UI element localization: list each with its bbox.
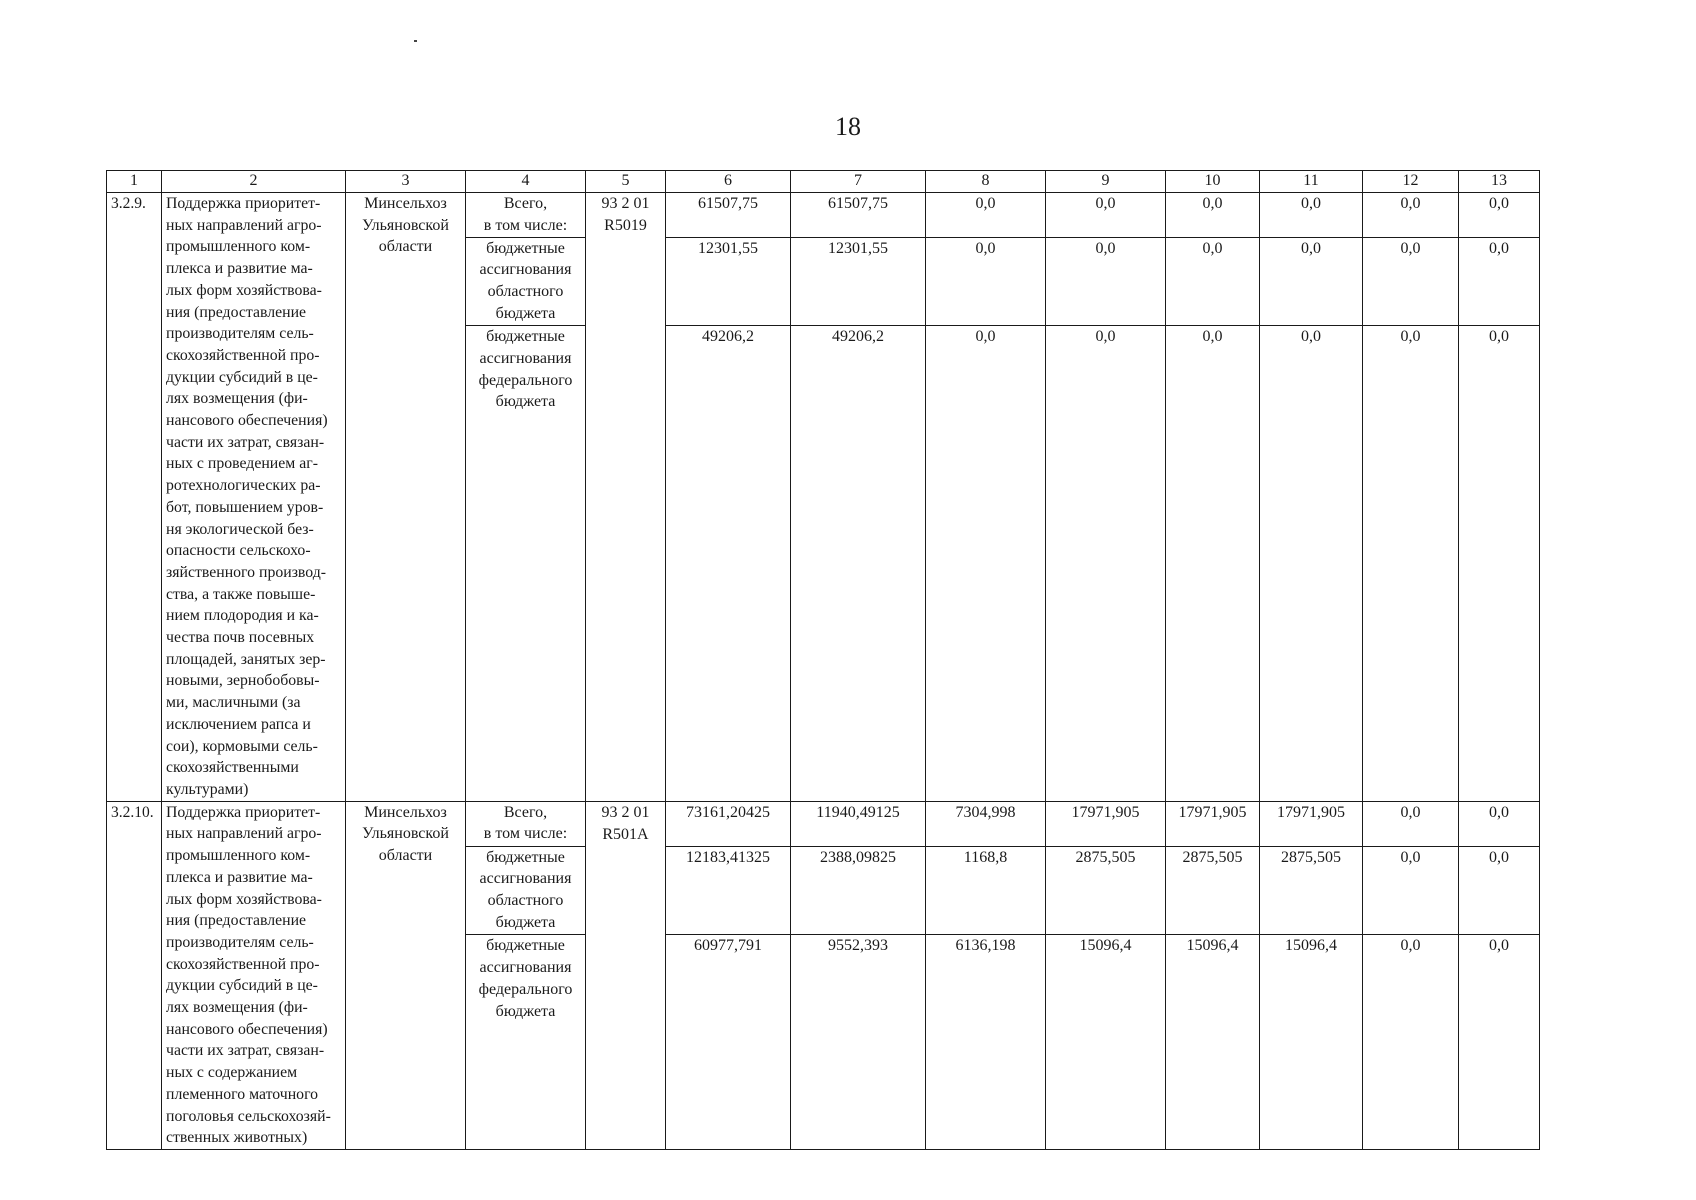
value-cell: 0,0 bbox=[1363, 325, 1459, 801]
value-cell: 9552,393 bbox=[791, 935, 926, 1150]
row-index: 3.2.9. bbox=[107, 193, 162, 802]
column-header: 7 bbox=[791, 171, 926, 193]
value-cell: 0,0 bbox=[1363, 801, 1459, 846]
table-row bbox=[107, 801, 1540, 846]
value-cell: 17971,905 bbox=[1166, 801, 1260, 846]
value-cell: 2388,09825 bbox=[791, 846, 926, 935]
value-cell: 17971,905 bbox=[1260, 801, 1363, 846]
value-cell: 0,0 bbox=[1046, 237, 1166, 325]
page-number: 18 bbox=[835, 112, 861, 141]
value-cell: 61507,75 bbox=[666, 193, 791, 238]
value-cell: 0,0 bbox=[1260, 325, 1363, 801]
value-cell: 2875,505 bbox=[1046, 846, 1166, 935]
value-cell: 6136,198 bbox=[926, 935, 1046, 1150]
column-header: 12 bbox=[1363, 171, 1459, 193]
value-cell: 0,0 bbox=[1459, 801, 1540, 846]
source-federal-label: бюджетные ассигнования федерального бюджета bbox=[466, 935, 586, 1150]
source-total-label: Всего, в том числе: bbox=[466, 193, 586, 238]
value-cell: 17971,905 bbox=[1046, 801, 1166, 846]
source-regional-label: бюджетные ассигнования областного бюджета bbox=[466, 846, 586, 935]
value-cell: 0,0 bbox=[1363, 935, 1459, 1150]
value-cell: 0,0 bbox=[1046, 193, 1166, 238]
column-header: 6 bbox=[666, 171, 791, 193]
source-regional-label: бюджетные ассигнования областного бюджета bbox=[466, 237, 586, 325]
column-header-row bbox=[107, 171, 1540, 193]
value-cell: 0,0 bbox=[926, 237, 1046, 325]
scan-speck bbox=[414, 40, 417, 42]
column-header: 2 bbox=[162, 171, 346, 193]
value-cell: 15096,4 bbox=[1046, 935, 1166, 1150]
row-index: 3.2.10. bbox=[107, 801, 162, 1149]
value-cell: 0,0 bbox=[1166, 325, 1260, 801]
budget-code: 93 2 01 R5019 bbox=[586, 193, 666, 802]
value-cell: 15096,4 bbox=[1260, 935, 1363, 1150]
value-cell: 0,0 bbox=[1459, 193, 1540, 238]
row-description: Поддержка приоритет- ных направлений агро- промышленного ком- плекса и развитие ма- лых форм хозяйствова- ния (предоставление производителям сель- скохозяйственной про- дукции субсидий в це- лях возмещения (фи- нансового обеспечения) части их затрат, связан- ных с содержанием племенного маточного поголовья сельскохозяй- ственных животных) bbox=[162, 801, 346, 1149]
value-cell: 0,0 bbox=[1260, 193, 1363, 238]
column-header: 13 bbox=[1459, 171, 1540, 193]
responsible-executor: Минсельхоз Ульяновской области bbox=[346, 801, 466, 1149]
value-cell: 61507,75 bbox=[791, 193, 926, 238]
column-header: 8 bbox=[926, 171, 1046, 193]
value-cell: 0,0 bbox=[1166, 237, 1260, 325]
responsible-executor: Минсельхоз Ульяновской области bbox=[346, 193, 466, 802]
column-header: 3 bbox=[346, 171, 466, 193]
value-cell: 11940,49125 bbox=[791, 801, 926, 846]
column-header: 1 bbox=[107, 171, 162, 193]
row-description: Поддержка приоритет- ных направлений агро- промышленного ком- плекса и развитие ма- лых форм хозяйствова- ния (предоставление производителям сель- скохозяйственной про- дукции субсидий в це- лях возмещения (фи- нансового обеспечения) части их затрат, связан- ных с проведением аг- ротехнологических ра- бот, повышением уров- ня экологической без- опасности сельскохо- зяйственного производ- ства, а также повыше- нием плодородия и ка- чества почв посевных площадей, занятых зер- новыми, зернобобовы- ми, масличными (за исключением рапса и сои), кормовыми сель- скохозяйственными культурами) bbox=[162, 193, 346, 802]
value-cell: 2875,505 bbox=[1260, 846, 1363, 935]
value-cell: 49206,2 bbox=[791, 325, 926, 801]
value-cell: 0,0 bbox=[1459, 935, 1540, 1150]
value-cell: 0,0 bbox=[1260, 237, 1363, 325]
value-cell: 0,0 bbox=[1363, 193, 1459, 238]
value-cell: 0,0 bbox=[926, 193, 1046, 238]
value-cell: 0,0 bbox=[1363, 237, 1459, 325]
value-cell: 15096,4 bbox=[1166, 935, 1260, 1150]
value-cell: 12301,55 bbox=[666, 237, 791, 325]
column-header: 4 bbox=[466, 171, 586, 193]
column-header: 11 bbox=[1260, 171, 1363, 193]
value-cell: 0,0 bbox=[1363, 846, 1459, 935]
value-cell: 73161,20425 bbox=[666, 801, 791, 846]
source-total-label: Всего, в том числе: bbox=[466, 801, 586, 846]
column-header: 5 bbox=[586, 171, 666, 193]
value-cell: 0,0 bbox=[926, 325, 1046, 801]
column-header: 10 bbox=[1166, 171, 1260, 193]
value-cell: 12183,41325 bbox=[666, 846, 791, 935]
budget-table bbox=[106, 170, 1540, 1150]
value-cell: 0,0 bbox=[1459, 846, 1540, 935]
value-cell: 2875,505 bbox=[1166, 846, 1260, 935]
value-cell: 12301,55 bbox=[791, 237, 926, 325]
value-cell: 0,0 bbox=[1046, 325, 1166, 801]
table-row bbox=[107, 193, 1540, 238]
value-cell: 0,0 bbox=[1459, 325, 1540, 801]
value-cell: 1168,8 bbox=[926, 846, 1046, 935]
value-cell: 49206,2 bbox=[666, 325, 791, 801]
value-cell: 7304,998 bbox=[926, 801, 1046, 846]
column-header: 9 bbox=[1046, 171, 1166, 193]
source-federal-label: бюджетные ассигнования федерального бюджета bbox=[466, 325, 586, 801]
budget-code: 93 2 01 R501A bbox=[586, 801, 666, 1149]
value-cell: 0,0 bbox=[1166, 193, 1260, 238]
value-cell: 60977,791 bbox=[666, 935, 791, 1150]
value-cell: 0,0 bbox=[1459, 237, 1540, 325]
